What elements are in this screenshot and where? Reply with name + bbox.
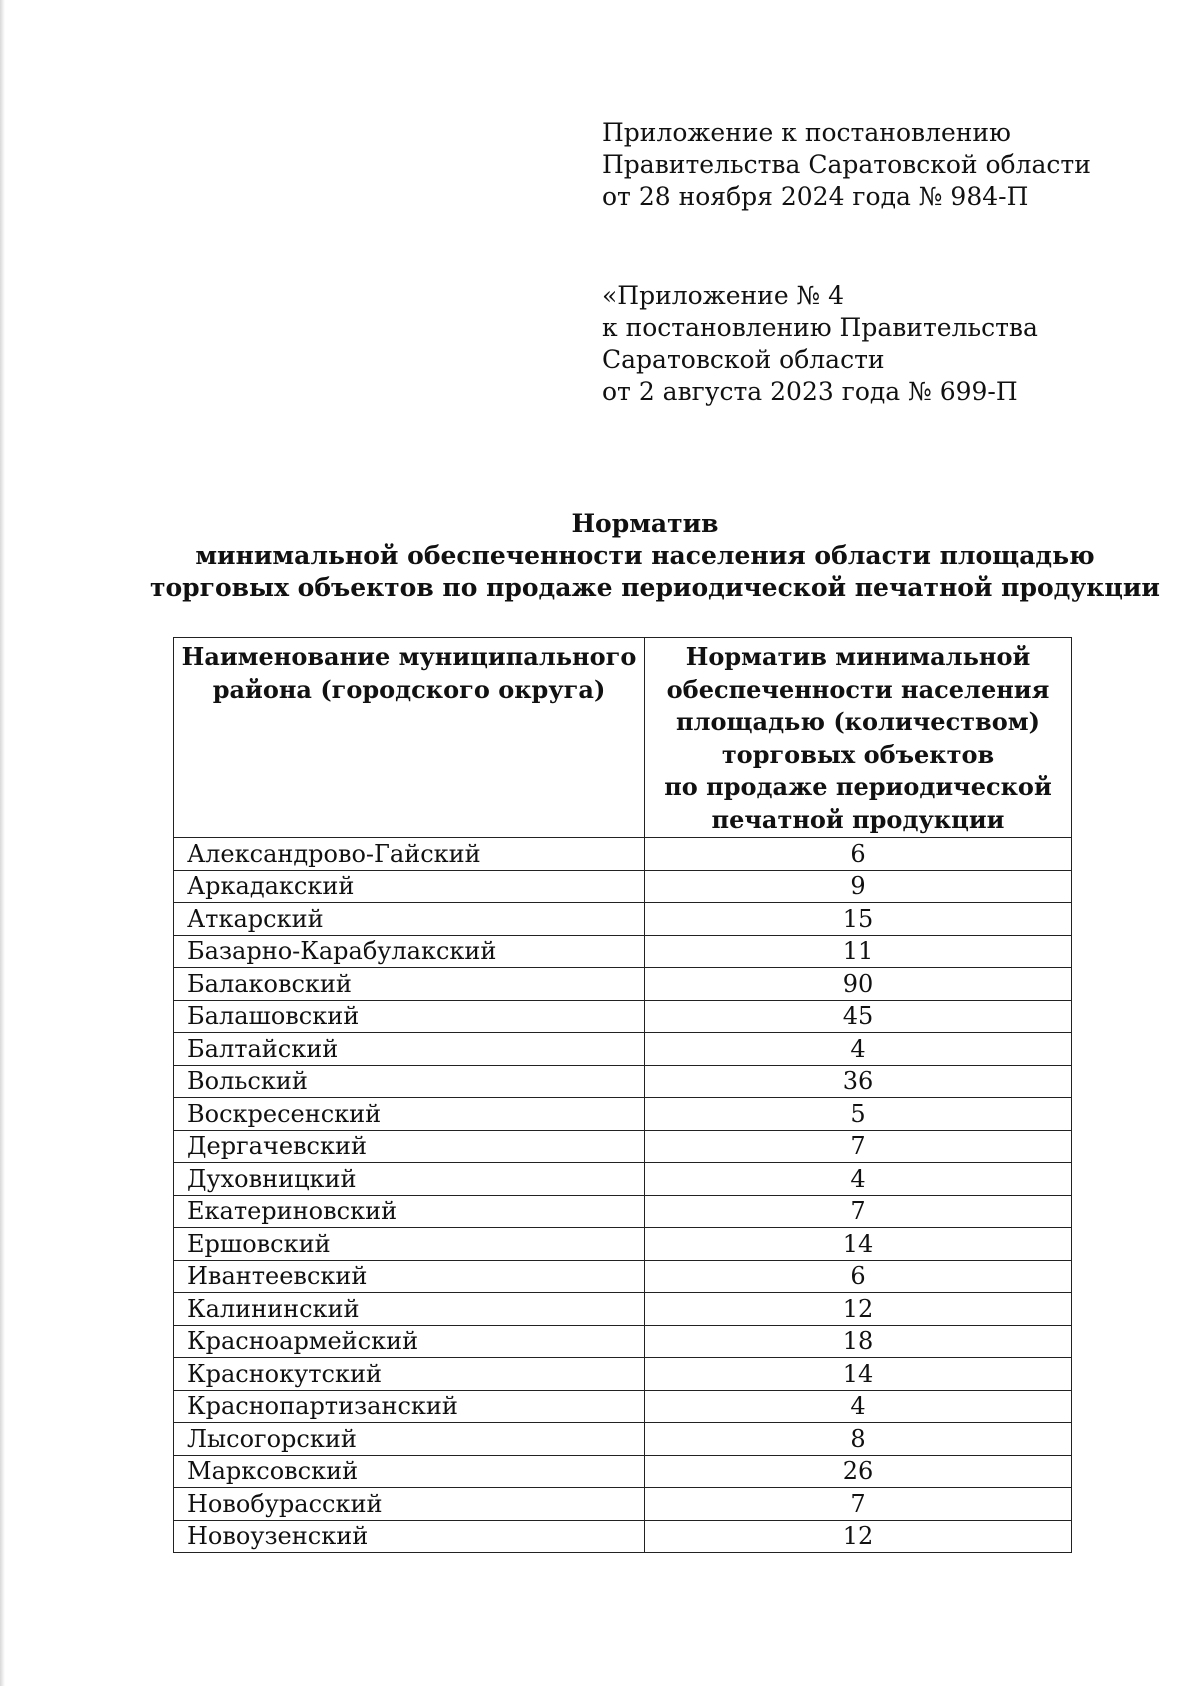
table-header-row bbox=[174, 638, 1072, 838]
table-row bbox=[174, 968, 1072, 1001]
table-row bbox=[174, 1033, 1072, 1066]
column-header-value-line: площадью (количеством) bbox=[676, 707, 1040, 736]
district-name-cell: Дергачевский bbox=[174, 1130, 645, 1163]
district-name-cell: Духовницкий bbox=[174, 1163, 645, 1196]
appendix-header-line: от 28 ноября 2024 года № 984-П bbox=[602, 182, 1029, 211]
table-row bbox=[174, 1455, 1072, 1488]
table-row bbox=[174, 1520, 1072, 1553]
appendix-header-line: Правительства Саратовской области bbox=[602, 150, 1091, 179]
table-row bbox=[174, 1195, 1072, 1228]
table-body bbox=[174, 838, 1072, 1553]
norm-value-cell: 26 bbox=[645, 1455, 1072, 1488]
norm-value-cell: 14 bbox=[645, 1358, 1072, 1391]
appendix-original bbox=[602, 280, 1038, 408]
norm-table bbox=[173, 637, 1072, 1553]
district-name-cell: Новоузенский bbox=[174, 1520, 645, 1553]
appendix-header-line: Приложение к постановлению bbox=[602, 118, 1011, 147]
district-name-cell: Краснокутский bbox=[174, 1358, 645, 1391]
column-header-value bbox=[645, 638, 1072, 838]
norm-value-cell: 90 bbox=[645, 968, 1072, 1001]
norm-value-cell: 7 bbox=[645, 1488, 1072, 1521]
document-title-line: Норматив bbox=[571, 509, 719, 538]
table-row bbox=[174, 1423, 1072, 1456]
district-name-cell: Воскресенский bbox=[174, 1098, 645, 1131]
table-row bbox=[174, 1098, 1072, 1131]
norm-value-cell: 4 bbox=[645, 1163, 1072, 1196]
table-row bbox=[174, 1293, 1072, 1326]
norm-value-cell: 45 bbox=[645, 1000, 1072, 1033]
appendix-original-line: к постановлению Правительства bbox=[602, 313, 1038, 342]
district-name-cell: Ивантеевский bbox=[174, 1260, 645, 1293]
norm-value-cell: 5 bbox=[645, 1098, 1072, 1131]
table-row bbox=[174, 838, 1072, 871]
document-title bbox=[150, 508, 1160, 604]
table-row bbox=[174, 1390, 1072, 1423]
norm-value-cell: 7 bbox=[645, 1195, 1072, 1228]
table-row bbox=[174, 1260, 1072, 1293]
appendix-original-line: от 2 августа 2023 года № 699-П bbox=[602, 377, 1018, 406]
column-header-value-line: Норматив минимальной bbox=[685, 642, 1031, 671]
district-name-cell: Аркадакский bbox=[174, 870, 645, 903]
table-row bbox=[174, 1163, 1072, 1196]
table-row bbox=[174, 1130, 1072, 1163]
district-name-cell: Александрово-Гайский bbox=[174, 838, 645, 871]
district-name-cell: Калининский bbox=[174, 1293, 645, 1326]
norm-value-cell: 11 bbox=[645, 935, 1072, 968]
table-row bbox=[174, 903, 1072, 936]
table-row bbox=[174, 1000, 1072, 1033]
district-name-cell: Краснопартизанский bbox=[174, 1390, 645, 1423]
table-row bbox=[174, 935, 1072, 968]
table-row bbox=[174, 1065, 1072, 1098]
district-name-cell: Красноармейский bbox=[174, 1325, 645, 1358]
district-name-cell: Новобурасский bbox=[174, 1488, 645, 1521]
norm-value-cell: 6 bbox=[645, 1260, 1072, 1293]
district-name-cell: Марксовский bbox=[174, 1455, 645, 1488]
column-header-value-line: торговых объектов bbox=[721, 739, 995, 769]
district-name-cell: Балашовский bbox=[174, 1000, 645, 1033]
norm-value-cell: 12 bbox=[645, 1520, 1072, 1553]
norm-value-cell: 7 bbox=[645, 1130, 1072, 1163]
district-name-cell: Ершовский bbox=[174, 1228, 645, 1261]
norm-value-cell: 6 bbox=[645, 838, 1072, 871]
district-name-cell: Вольский bbox=[174, 1065, 645, 1098]
norm-value-cell: 9 bbox=[645, 870, 1072, 903]
norm-value-cell: 4 bbox=[645, 1390, 1072, 1423]
norm-value-cell: 12 bbox=[645, 1293, 1072, 1326]
table-row bbox=[174, 1358, 1072, 1391]
norm-value-cell: 4 bbox=[645, 1033, 1072, 1066]
column-header-name-line: района (городского округа) bbox=[212, 674, 606, 704]
column-header-value-line: печатной продукции bbox=[711, 804, 1005, 834]
scan-edge bbox=[0, 0, 5, 1686]
district-name-cell: Балаковский bbox=[174, 968, 645, 1001]
document-title-line: минимальной обеспеченности населения области площадью bbox=[195, 541, 1095, 570]
appendix-header bbox=[602, 117, 1091, 213]
norm-value-cell: 15 bbox=[645, 903, 1072, 936]
appendix-original-line: «Приложение № 4 bbox=[602, 281, 845, 310]
column-header-name-line: Наименование муниципального bbox=[181, 642, 637, 671]
table-row bbox=[174, 1325, 1072, 1358]
district-name-cell: Аткарский bbox=[174, 903, 645, 936]
column-header-value-line: обеспеченности населения bbox=[666, 674, 1050, 704]
table-row bbox=[174, 870, 1072, 903]
norm-value-cell: 14 bbox=[645, 1228, 1072, 1261]
district-name-cell: Екатериновский bbox=[174, 1195, 645, 1228]
norm-value-cell: 8 bbox=[645, 1423, 1072, 1456]
district-name-cell: Балтайский bbox=[174, 1033, 645, 1066]
table-row bbox=[174, 1228, 1072, 1261]
norm-value-cell: 18 bbox=[645, 1325, 1072, 1358]
appendix-original-line: Саратовской области bbox=[602, 345, 885, 374]
district-name-cell: Лысогорский bbox=[174, 1423, 645, 1456]
district-name-cell: Базарно-Карабулакский bbox=[174, 935, 645, 968]
norm-value-cell: 36 bbox=[645, 1065, 1072, 1098]
table-row bbox=[174, 1488, 1072, 1521]
column-header-value-line: по продаже периодической bbox=[664, 772, 1052, 801]
document-title-line: торговых объектов по продаже периодической печатной продукции bbox=[150, 573, 1160, 602]
column-header-name bbox=[174, 638, 645, 838]
